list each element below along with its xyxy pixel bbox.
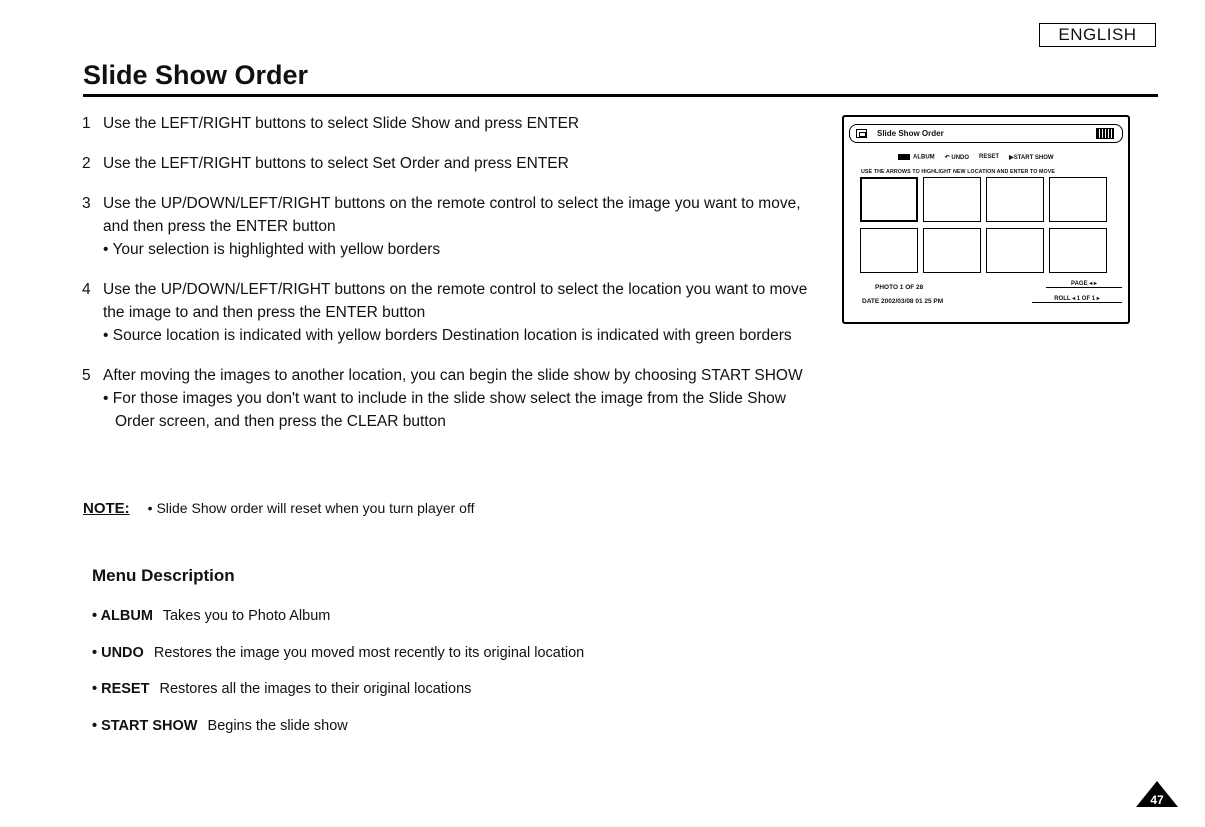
page-title: Slide Show Order [83,60,309,90]
language-label: ENGLISH [1039,23,1156,47]
step-number: 4 [82,281,91,298]
step-bullet: • Source location is indicated with yellow borders Destination location is indicated with green borders [103,327,792,344]
menu-item-reset [92,681,584,718]
menu-desc: Restores all the images to their original locations [159,681,472,697]
step-text: Use the LEFT/RIGHT buttons to select Set Order and press ENTER [103,155,569,172]
step-item [82,112,817,135]
page-navigator[interactable]: PAGE ◂ ▸ [1046,280,1122,288]
menu-desc: Begins the slide show [207,717,348,734]
step-item [82,364,817,433]
step-bullet: • Your selection is highlighted with yellow borders [103,241,441,258]
step-number: 1 [82,115,91,132]
photo-date: DATE 2002/03/08 01 25 PM [862,298,944,305]
page-number-badge [1136,781,1178,807]
menu-term: • START SHOW [92,717,198,734]
steps-list [82,112,817,450]
photo-counter: PHOTO 1 OF 28 [875,284,924,291]
screen-button-label: RESET [979,154,1000,160]
note-text: • Slide Show order will reset when you turn player off [147,500,475,516]
note [83,500,474,517]
step-item [82,192,817,261]
title-divider [83,94,1158,97]
menu-description-list [92,608,584,754]
screen-button-label: START SHOW [1013,155,1054,161]
menu-desc: Takes you to Photo Album [162,608,331,624]
step-bullet: • For those images you don't want to include in the slide show select the image from the Slide Show Order screen, and then press the CLEAR button [103,390,786,430]
screen-reset-button[interactable] [979,154,999,161]
thumbnail-slot[interactable] [986,177,1044,222]
menu-term: • UNDO [92,644,144,661]
screen-button-label: ALBUM [913,154,935,161]
slide-show-order-screen [842,115,1130,324]
step-number: 3 [82,195,91,212]
screen-title: Slide Show Order [877,129,944,138]
album-icon [898,154,910,160]
roll-navigator[interactable]: ROLL ◂ 1 OF 1 ▸ [1032,295,1122,303]
screen-hint: USE THE ARROWS TO HIGHLIGHT NEW LOCATION AND ENTER TO MOVE [861,169,1056,175]
step-item [82,152,817,175]
thumbnail-slot[interactable] [1049,228,1107,273]
menu-item-undo [92,645,584,682]
step-item [82,278,817,347]
thumbnail-slot[interactable] [860,177,918,222]
undo-icon: ↶ [944,155,952,161]
screen-album-button[interactable] [898,154,935,161]
screen-button-label: UNDO [951,155,970,161]
play-icon: ▶ [1009,155,1014,161]
thumbnail-slot[interactable] [923,177,981,222]
thumbnail-slot[interactable] [860,228,918,273]
thumbnail-slot[interactable] [1049,177,1107,222]
menu-heading: Menu Description [92,566,235,585]
screen-button-row [898,154,1054,161]
menu-item-start-show [92,718,584,755]
film-icon [1096,128,1114,139]
step-text: Use the LEFT/RIGHT buttons to select Slide Show and press ENTER [103,115,580,132]
menu-desc: Restores the image you moved most recently to its original location [153,644,585,661]
step-text: Use the UP/DOWN/LEFT/RIGHT buttons on the remote control to select the image you want to move, and then press the ENTER button [103,195,801,235]
screen-undo-button[interactable] [945,154,969,161]
step-number: 2 [82,155,91,172]
screen-start-show-button[interactable] [1009,154,1054,161]
slideshow-icon [856,129,867,138]
step-text: Use the UP/DOWN/LEFT/RIGHT buttons on the remote control to select the location you want to move the image to and then press the ENTER button [103,281,808,321]
step-text: After moving the images to another location, you can begin the slide show by choosing START SHOW [103,367,803,384]
page-number: 47 [1150,793,1164,807]
menu-item-album [92,608,584,645]
menu-term: • ALBUM [92,608,153,624]
thumbnail-slot[interactable] [986,228,1044,273]
note-label: NOTE: [83,500,130,517]
step-number: 5 [82,367,91,384]
screen-title-bar [849,124,1123,143]
menu-term: • RESET [92,681,150,697]
thumbnail-slot[interactable] [923,228,981,273]
